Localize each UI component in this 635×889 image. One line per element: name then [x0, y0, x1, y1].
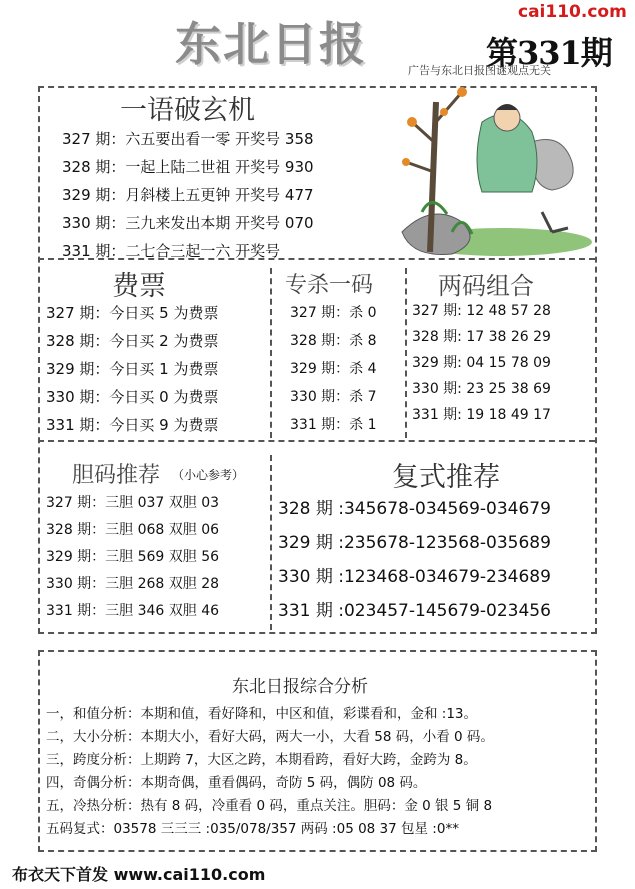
col-divider-2 [405, 268, 407, 438]
fushi-row: 331 期 :023457-145679-023456 [278, 601, 551, 621]
zhuansha-row: 327 期：杀 0 [290, 305, 377, 321]
footer-text: 布衣天下首发 www.cai110.com [12, 865, 266, 884]
yiyu-row: 329 期：月斜楼上五更钟 开奖号 477 [62, 186, 314, 204]
feipiao-list [46, 302, 218, 442]
analysis-list [46, 702, 494, 840]
yiyu-title: 一语破玄机 [120, 95, 255, 126]
feipiao-row: 328 期：今日买 2 为费票 [46, 332, 219, 350]
zhuansha-row: 329 期：杀 4 [290, 361, 377, 377]
analysis-title: 东北日报综合分析 [232, 677, 368, 697]
feipiao-row: 329 期：今日买 1 为费票 [46, 360, 219, 378]
col-divider-1 [270, 268, 272, 438]
danma-row: 331 期：三胆 346 双胆 46 [46, 603, 220, 619]
danma-title: 胆码推荐 [72, 463, 161, 488]
feipiao-row: 330 期：今日买 0 为费票 [46, 388, 219, 406]
zhuansha-row: 330 期：杀 7 [290, 389, 377, 405]
analysis-row: 四，奇偶分析：本期奇偶，重看偶码，奇防 5 码，偶防 08 码。 [46, 775, 427, 791]
zhuansha-row: 328 期：杀 8 [290, 333, 377, 349]
liangma-row: 329 期: 04 15 78 09 [412, 355, 551, 371]
scholar-illustration [392, 82, 592, 258]
disclaimer-text: 广告与东北日报图谜观点无关 [408, 64, 551, 77]
zhuansha-list [290, 302, 377, 442]
liangma-row: 331 期: 19 18 49 17 [412, 407, 551, 423]
fushi-row: 330 期 :123468-034679-234689 [278, 567, 551, 587]
yiyu-list [62, 128, 314, 268]
analysis-row: 五码复式：03578 三三三 :035/078/357 两码 :05 08 37 包星 :0** [46, 821, 459, 837]
col-divider-3 [270, 455, 272, 630]
feipiao-row: 331 期：今日买 9 为费票 [46, 416, 219, 434]
fushi-row: 328 期 :345678-034569-034679 [278, 499, 551, 519]
zhuansha-title: 专杀一码 [285, 273, 374, 298]
feipiao-title: 费票 [112, 271, 166, 302]
danma-list [46, 492, 219, 627]
danma-row: 327 期：三胆 037 双胆 03 [46, 495, 220, 511]
liangma-row: 327 期: 12 48 57 28 [412, 303, 551, 319]
zhuansha-row: 331 期：杀 1 [290, 417, 377, 433]
liangma-title: 两码组合 [438, 272, 534, 300]
danma-row: 329 期：三胆 569 双胆 56 [46, 549, 220, 565]
masthead-title: 东北日报 [175, 17, 367, 71]
fushi-list [278, 494, 551, 630]
danma-subtitle: （小心参考） [172, 468, 245, 482]
feipiao-row: 327 期：今日买 5 为费票 [46, 304, 219, 322]
liangma-list [412, 300, 551, 430]
analysis-row: 一，和值分析：本期和值，看好降和，中区和值，彩谍看和，金和 :13。 [46, 706, 478, 722]
yiyu-row: 328 期：一起上陆二世祖 开奖号 930 [62, 158, 314, 176]
danma-row: 330 期：三胆 268 双胆 28 [46, 576, 220, 592]
danma-row: 328 期：三胆 068 双胆 06 [46, 522, 220, 538]
analysis-row: 五，冷热分析：热有 8 码，冷重看 0 码，重点关注。胆码：金 0 银 5 铜 8 [46, 798, 493, 814]
issue-number: 第331期 [486, 34, 612, 72]
yiyu-row: 330 期：三九来发出本期 开奖号 070 [62, 214, 314, 232]
yiyu-row: 327 期：六五要出看一零 开奖号 358 [62, 130, 314, 148]
liangma-row: 330 期: 23 25 38 69 [412, 381, 551, 397]
liangma-row: 328 期: 17 38 26 29 [412, 329, 551, 345]
analysis-row: 二，大小分析：本期大小，看好大码，两大一小，大看 58 码，小看 0 码。 [46, 729, 494, 745]
analysis-row: 三，跨度分析：上期跨 7，大区之跨，本期看跨，看好大跨，金跨为 8。 [46, 752, 477, 768]
fushi-title: 复式推荐 [392, 462, 500, 493]
mid-divider [38, 440, 595, 442]
site-logo: cai110.com [518, 2, 627, 22]
yiyu-row: 331 期：二七合三起一六 开奖号 [62, 242, 281, 260]
fushi-row: 329 期 :235678-123568-035689 [278, 533, 551, 553]
